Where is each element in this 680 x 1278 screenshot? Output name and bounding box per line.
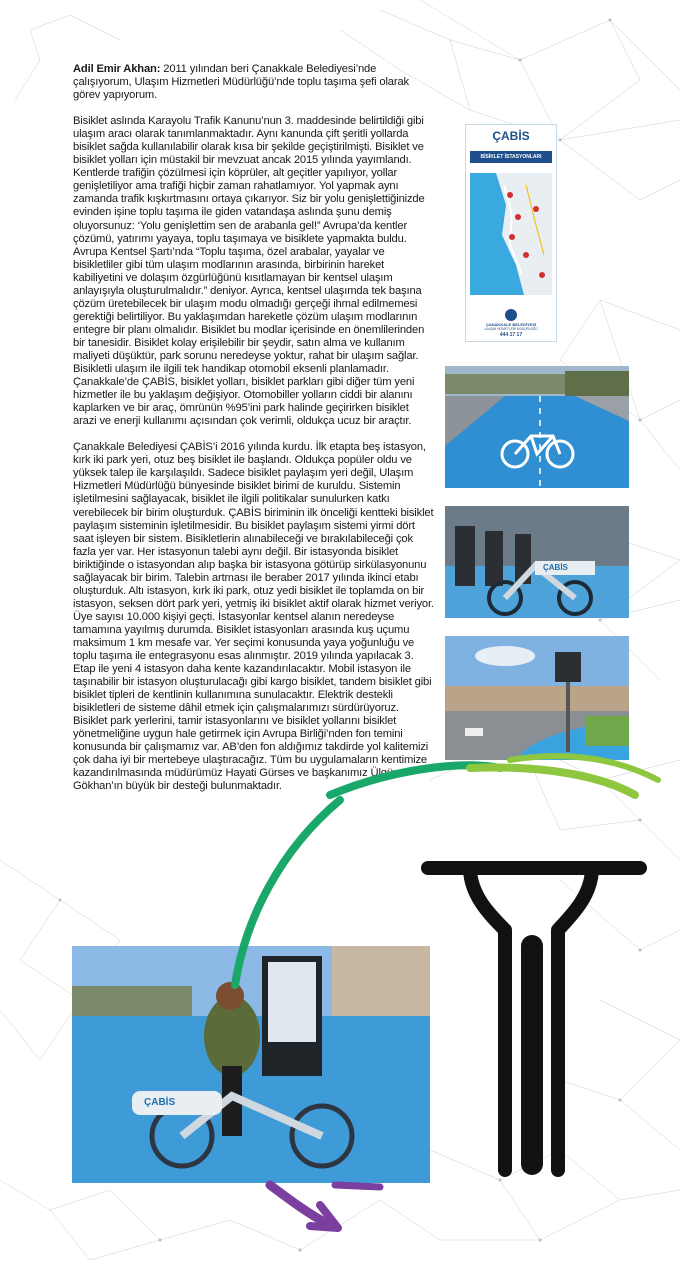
poster-dept: ULAŞIM HİZMETLERİ MÜDÜRLÜĞÜ (484, 327, 538, 331)
article-body (73, 63, 435, 807)
poster-phone: 444 17 17 (499, 332, 523, 338)
photo-street-bike-station (445, 636, 629, 760)
poster-org: ÇANAKKALE BELEDİYESİ (485, 322, 537, 327)
bike-brand-label: ÇABİS (144, 1097, 176, 1108)
author-name: Adil Emir Akhan: (73, 63, 161, 75)
photo-woman-renting-bike (72, 946, 430, 1183)
photo-bike-docking-station (445, 506, 629, 618)
cabis-station-map-poster (465, 124, 557, 342)
poster-logo: ÇABİS (492, 129, 530, 143)
intro-text: 2011 yılından beri Çanakkale Belediyesi’nde çalışıyorum, Ulaşım Hizmetleri Müdürlüğü’nde toplu taşıma şefi olarak görev yapıyorum. (73, 63, 409, 102)
poster-subtitle: BİSİKLET İSTASYONLARI (470, 151, 552, 163)
paragraph-intro (73, 63, 435, 102)
dock-brand-label: ÇABİS (543, 563, 568, 572)
paragraph-cabis-history: Çanakkale Belediyesi ÇABİS’i 2016 yılında kurdu. İlk etapta beş istasyon, kırk iki park yeri, otuz beş bisiklet ile başlandı. Oldukça popüler oldu ve yüksek talep ile karşılaşıldı. Sadece bisiklet paylaşım yeri değil, Ulaşım Hizmetleri Müdürlüğü bünyesinde bisiklet birimi de kuruldu. Sistemin işletilmesini sağlayacak, bisiklet ile ilgili politikalar sunulurken katkı verebilecek bir birim oluşturduk. ÇABİS biriminin ilk önceliği kentteki bisiklet paylaşım sisteminin işletilmesidir. Bu bisiklet paylaşım sistemi yirmi dört saat işleyen bir sistem. Bisikletlerin alınabileceği ve bırakılabileceği çok fazla yer var. Her istasyonun talebi aynı değil. Bir istasyonda bisiklet biriktiğinde o istasyondan alıp başka bir istasyona götürüp sirkülasyonunu sağlayacak bir birim. Talebin artması ile beraber 2017 yılında ikinci etabı oluşturduk. Altı istasyon, kırk iki park, otuz yedi bisiklet ile toplamda on bir istasyon, seksen dört park yeri, yetmiş iki bisiklet aktif olarak hizmet veriyor. Üye sayısı 10.000 kişiyi geçti. İstasyonlar kentsel alanın neredeyse tamamına yayılmış durumda. Bisiklet istasyonları arasında kuş uçumu maksimum 1 km mesafe var. Yer seçimi konusunda yaya yoğunluğu ve toplu taşıma ile entegrasyonu esas alınmıştır. 2019 yılında yapılacak 3. Etap ile yeni 4 istasyon daha kente kazandırılacaktır. Mobil istasyon ile taşınabilir bir istasyon oluşturulacağı gibi kargo bisiklet, tandem bisiklet gibi bisiklet tipleri de kentlinin kullanımına sunulacaktır. Elektrik destekli bisikletleri de sisteme dâhil etmek için çalışmalarımızı sürdürüyoruz. Bisiklet park yerlerini, tamir istasyonlarını ve bisiklet yollarını bisiklet yönetmeliğine uygun hale getirmek için Avrupa Birliği’nden fon temini konusunda bir çalışmamız var. AB’den fon aldığımız takdirde yol kalitemizi çok daha iyi bir mertebeye ulaştıracağız. Tüm bu uygulamaların kentimize kazandırılmasında müdürümüz Hayati Gürses ve başkanımız Ülgür Gökhan’ın büyük bir desteği bulunmaktadır. (73, 441, 434, 793)
paragraph-bicycle-law: Bisiklet aslında Karayolu Trafik Kanunu’nun 3. maddesinde belirtildiği gibi ulaşım aracı olarak tanımlanmaktadır. Aynı kanunda çift şeritli yollarda bisiklet sağda kullanılabilir olarak kısa bir şekilde geçiştirilmişti. Bisiklet ve bisiklet yolları için müstakil bir mevzuat ancak 2015 yılında yayımlandı. Kentlerde trafiğin çözülmesi için köprüler, alt geçitler yapılıyor, yollar genişletiliyor ama trafiği hiçbir zaman rahatlamıyor. Yol yapmak aynı zamanda trafik kışkırtmasını ortaya çıkarıyor. Siz bir yolu genişlettiğinizde evinden işine toplu taşıma ile giden vatandaşa aslında şunu demiş oluyorsunuz: ‘Yolu genişlettim sen de arabanla gel!” Avrupa’da kentler çözümü, yatırımı yayaya, toplu taşımaya ve bisiklete yapmakta buldu. Avrupa Kentsel Şartı’nda “Toplu taşıma, özel arabalar, yayalar ve bisikletliler gibi tüm ulaşım modlarının arasında, birbirinin hareket kabiliyetini ve dolaşım özgürlüğünü kısıtlamayan bir kentsel ulaşım anlayışıyla oluşturulmalıdır.” deniyor. Ayrıca, kentsel ulaşımda tek başına çözüm üretebilecek bir ulaşım modu olmadığı gerçeği ihmal edilmemesi gerektiği belirtiliyor. Bu yaklaşımdan hareketle çözüm ulaşım modlarının entegre bir planı olmalıdır. Bisiklet bu modlar içerisinde en önemlilerinden bir tanesidir. Bisiklet kolay erişilebilir bir şeydir, satın alma ve kullanım maliyeti düşüktür, park sorunu neredeyse yoktur, rahat bir ulaşım sağlar. Bisikletli ulaşım ile ilgili tek handikap otomobil eksenli planlamadır. Çanakkale’de ÇABİS, bisiklet yolları, bisiklet parkları gibi diğer tüm yeni hizmetler ile bu yaklaşım değişiyor. Otomobiller yolların ciddi bir alanını kaplarken ve bir araç, ömrünün %95’ini park halinde geçirirken bisiklet arazi ve enerji kullanımı açısından çok verimli, oldukça ucuz bir araçtır. (73, 115, 425, 428)
photo-bike-lane (445, 366, 629, 488)
